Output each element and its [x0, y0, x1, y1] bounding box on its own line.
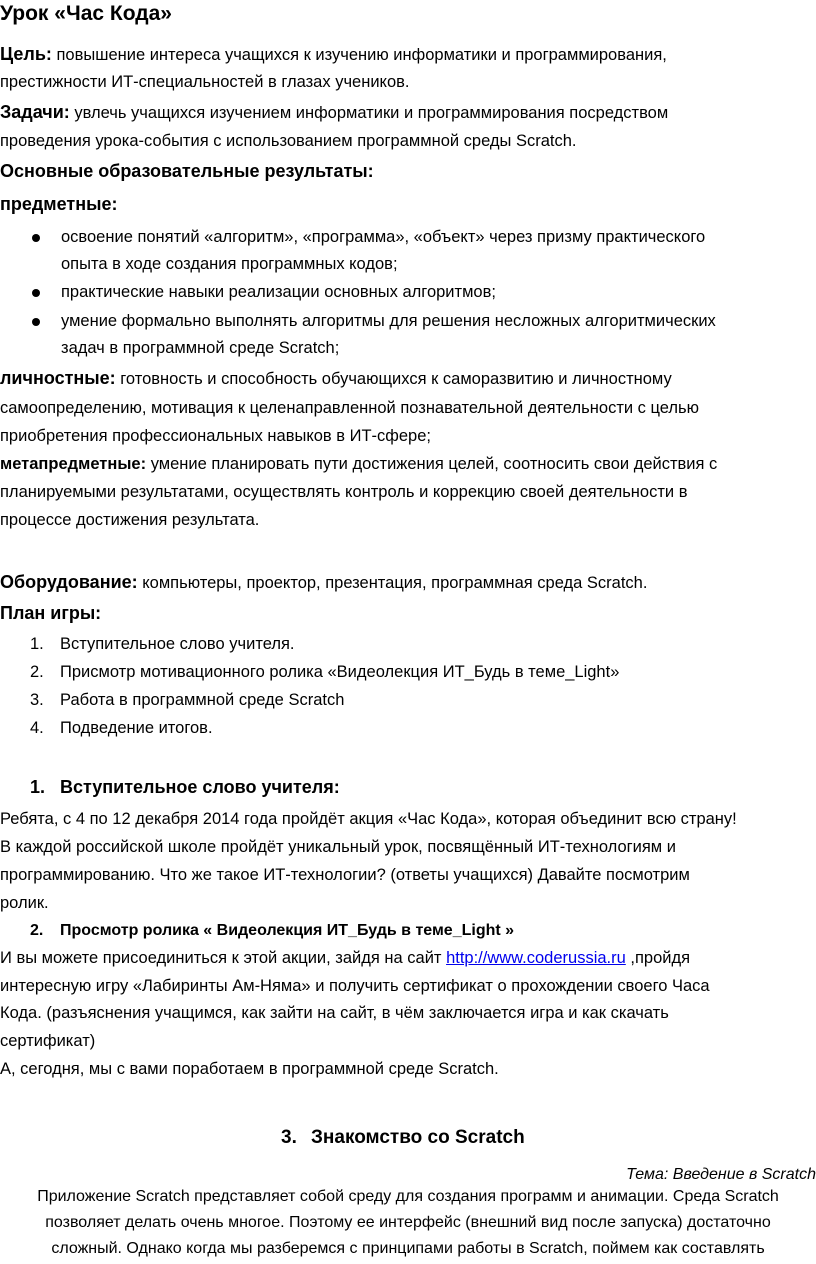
section-2-line-1-pre: И вы можете присоединиться к этой акции, зайдя на сайт: [0, 949, 447, 967]
section-3-line-2: позволяет делать очень многое. Поэтому ее интерфейс (внешний вид после запуска) достаточно: [45, 1214, 771, 1231]
subject-item-1-line-2: опыта в ходе создания программных кодов;: [61, 255, 398, 273]
section-2-line-5: А, сегодня, мы с вами поработаем в программной среде Scratch.: [0, 1060, 499, 1078]
section-1-line-2: В каждой российской школе пройдёт уникальный урок, посвящённый ИТ-технологиям и: [0, 838, 676, 856]
section-1-num: 1.: [30, 777, 46, 797]
equipment-line: [0, 572, 647, 593]
section-2-title: Просмотр ролика « Видеолекция ИТ_Будь в теме_Light »: [60, 922, 515, 939]
personal-text-3: приобретения профессиональных навыков в ИТ-сфере;: [0, 427, 431, 445]
meta-text-2: планируемыми результатами, осуществлять контроль и коррекцию своей деятельности в: [0, 483, 688, 501]
plan-heading: План игры:: [0, 603, 102, 623]
personal-line-1: [0, 368, 672, 389]
section-1-line-1: Ребята, с 4 по 12 декабря 2014 года пройдёт акция «Час Кода», которая объединит всю страну!: [0, 810, 737, 828]
equipment-text: компьютеры, проектор, презентация, программная среда Scratch.: [142, 574, 648, 592]
meta-label: метапредметные:: [0, 455, 147, 473]
section-2-line-1-post: ,пройдя: [625, 949, 691, 967]
section-2-num: 2.: [30, 922, 44, 939]
plan-item-2: Присмотр мотивационного ролика «Видеолекция ИТ_Будь в теме_Light»: [60, 663, 620, 681]
coderussia-link[interactable]: http://www.coderussia.ru: [446, 949, 626, 967]
personal-text-1: готовность и способность обучающихся к саморазвитию и личностному: [120, 370, 672, 388]
subject-item-3-line-1: умение формально выполнять алгоритмы для решения несложных алгоритмических: [61, 312, 716, 330]
tasks-line-1: [0, 102, 668, 123]
plan-item-4: Подведение итогов.: [60, 719, 213, 737]
subject-item-2-line-1: практические навыки реализации основных алгоритмов;: [61, 283, 496, 301]
section-3-num: 3.: [281, 1127, 297, 1148]
section-3-topic: Тема: Введение в Scratch: [626, 1166, 816, 1183]
bullet-1: [32, 234, 40, 242]
section-1-line-4: ролик.: [0, 894, 49, 912]
goal-text-1: повышение интереса учащихся к изучению информатики и программирования,: [56, 46, 667, 64]
section-2-line-2: интересную игру «Лабиринты Ам-Няма» и получить сертификат о прохождении своего Часа: [0, 977, 710, 995]
section-2-line-1: [0, 948, 690, 968]
plan-item-1-num: 1.: [30, 635, 44, 653]
subject-item-3-line-2: задач в программной среде Scratch;: [61, 339, 340, 357]
bullet-3: [32, 318, 40, 326]
meta-text-1: умение планировать пути достижения целей, соотносить свои действия с: [150, 455, 718, 473]
plan-item-3-num: 3.: [30, 691, 44, 709]
results-heading: Основные образовательные результаты:: [0, 161, 374, 181]
lesson-title: Урок «Час Кода»: [0, 2, 172, 25]
section-3-line-3: сложный. Однако когда мы разберемся с принципами работы в Scratch, поймем как составлять: [51, 1240, 765, 1257]
meta-text-3: процессе достижения результата.: [0, 511, 260, 529]
meta-line-1: [0, 454, 717, 474]
section-1-line-3: программированию. Что же такое ИТ-технологии? (ответы учащихся) Давайте посмотрим: [0, 866, 690, 884]
plan-item-1: Вступительное слово учителя.: [60, 635, 295, 653]
plan-item-2-num: 2.: [30, 663, 44, 681]
plan-item-3: Работа в программной среде Scratch: [60, 691, 345, 709]
section-2-line-3: Кода. (разъяснения учащимся, как зайти на сайт, в чём заключается игра и как скачать: [0, 1004, 669, 1022]
tasks-text-2: проведения урока-события с использованием программной среды Scratch.: [0, 132, 577, 150]
subject-label: предметные:: [0, 194, 118, 214]
section-1-title: Вступительное слово учителя:: [60, 777, 340, 797]
personal-label: личностные:: [0, 368, 116, 388]
section-3-title: Знакомство со Scratch: [311, 1127, 525, 1148]
subject-item-1-line-1: освоение понятий «алгоритм», «программа», «объект» через призму практического: [61, 228, 706, 246]
goal-label: Цель:: [0, 44, 52, 64]
section-3-line-1: Приложение Scratch представляет собой среду для создания программ и анимации. Среда Scratch: [37, 1188, 779, 1205]
section-2-line-4: сертификат): [0, 1032, 96, 1050]
personal-text-2: самоопределению, мотивация к целенаправленной познавательной деятельности с целью: [0, 399, 700, 417]
equipment-label: Оборудование:: [0, 572, 138, 592]
plan-item-4-num: 4.: [30, 719, 44, 737]
tasks-text-1: увлечь учащихся изучением информатики и программирования посредством: [74, 104, 669, 122]
bullet-2: [32, 289, 40, 297]
tasks-label: Задачи:: [0, 102, 70, 122]
goal-line-1: [0, 44, 667, 65]
goal-text-2: престижности ИТ-специальностей в глазах учеников.: [0, 73, 410, 91]
